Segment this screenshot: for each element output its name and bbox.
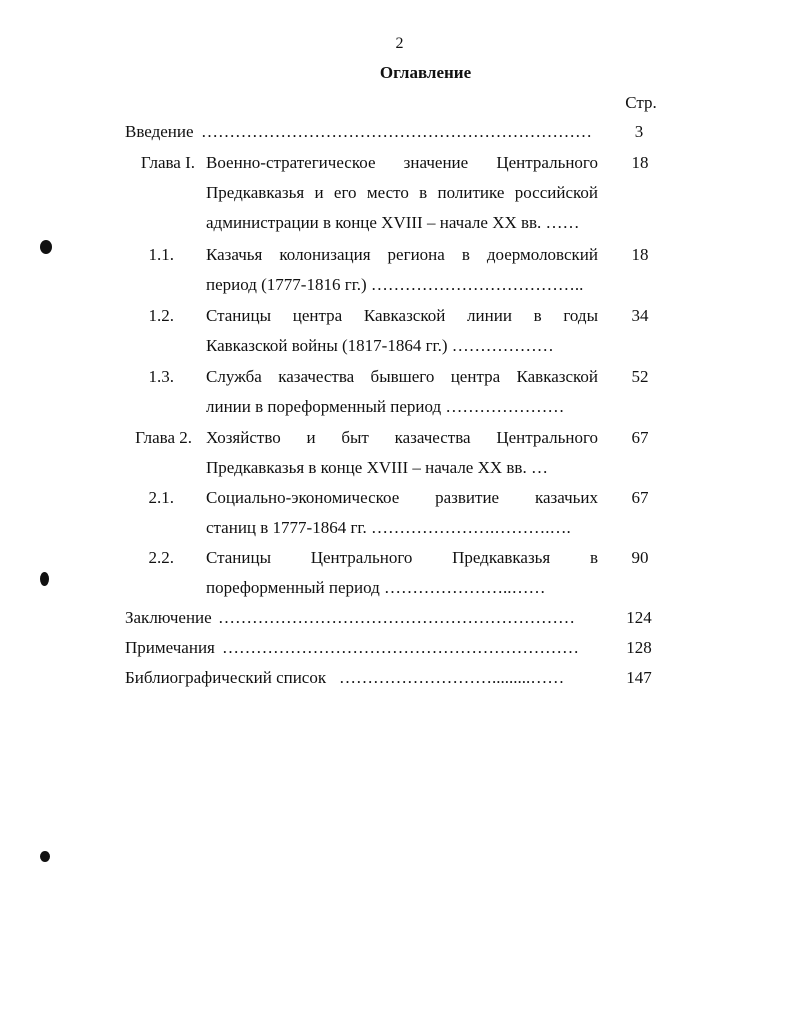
- page-number: 2: [395, 35, 404, 52]
- toc-leader-dots: ……………………….........……: [339, 668, 565, 687]
- toc-entry-text-line: период (1777-1816 гг.) ………………………………..: [206, 275, 584, 294]
- toc-page-number: 34: [631, 306, 649, 325]
- page-column-label: Стр.: [625, 93, 657, 112]
- toc-entry-text-line: администрации в конце XVIII – начале XX вв. ……: [206, 213, 580, 232]
- scan-blot-mark: [40, 240, 52, 254]
- toc-page-number: 18: [631, 245, 649, 264]
- toc-entry-label: Примечания: [125, 638, 215, 657]
- scan-blot-mark: [40, 851, 50, 862]
- toc-entry-text-line: Станицы центра Кавказской линии в годы: [206, 306, 598, 325]
- toc-entry-text-line: пореформенный период …………………..……: [206, 578, 546, 597]
- toc-page-number: 128: [626, 638, 652, 657]
- toc-page-number: 67: [631, 488, 649, 507]
- toc-entry-text-line: Станицы Центрального Предкавказья в: [206, 548, 598, 567]
- toc-entry-text-line: станиц в 1777-1864 гг. ………………….……….….: [206, 518, 571, 537]
- toc-entry-label: Введение: [125, 122, 194, 141]
- toc-entry-text-line: Социально-экономическое развитие казачьих: [206, 488, 598, 507]
- toc-entry-label: 2.2.: [148, 548, 174, 567]
- toc-page-number: 147: [626, 668, 652, 687]
- toc-entry-label: Библиографический список: [125, 668, 327, 687]
- toc-entry-text-line: Предкавказья и его место в политике российской: [206, 183, 598, 202]
- toc-entry-label: 2.1.: [148, 488, 174, 507]
- toc-entry-label: 1.3.: [148, 367, 174, 386]
- toc-entry-label: 1.1.: [148, 245, 174, 264]
- toc-entry-label: 1.2.: [148, 306, 174, 325]
- toc-title: Оглавление: [379, 63, 472, 82]
- toc-entry-text-line: Служба казачества бывшего центра Кавказской: [206, 367, 598, 386]
- toc-page-number: 3: [634, 122, 644, 141]
- toc-entry-label: Заключение: [125, 608, 212, 627]
- toc-page-number: 52: [631, 367, 649, 386]
- scan-blot-mark: [40, 572, 49, 586]
- toc-leader-dots: ……………………………………………………………: [201, 122, 592, 141]
- toc-entry-text-line: Военно-стратегическое значение Центрального: [206, 153, 598, 172]
- toc-page-number: 67: [631, 428, 649, 447]
- toc-page-number: 90: [631, 548, 649, 567]
- toc-entry-text-line: Казачья колонизация региона в доермоловский: [206, 245, 598, 264]
- toc-entry-text-line: Кавказской войны (1817-1864 гг.) ………………: [206, 336, 554, 355]
- toc-entry-text-line: линии в пореформенный период …………………: [206, 397, 565, 416]
- toc-entry-label: Глава I.: [140, 153, 195, 172]
- toc-leader-dots: ………………………………………………………: [218, 608, 575, 627]
- toc-page-number: 124: [626, 608, 652, 627]
- toc-page-number: 18: [631, 153, 649, 172]
- toc-entry-text-line: Хозяйство и быт казачества Центрального: [206, 428, 598, 447]
- toc-entry-text-line: Предкавказья в конце XVIII – начале XX вв. …: [206, 458, 548, 477]
- toc-leader-dots: ………………………………………………………: [222, 638, 579, 657]
- toc-entry-label: Глава 2.: [135, 428, 192, 447]
